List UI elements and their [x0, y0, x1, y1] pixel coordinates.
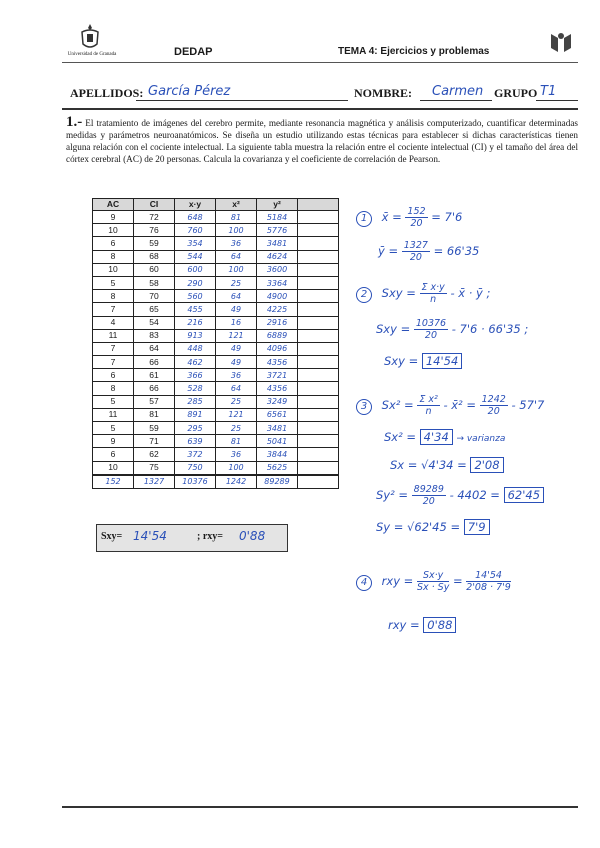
rxy-final-value: 0'88: [423, 617, 456, 633]
table-cell: [298, 448, 339, 461]
table-cell: 455: [175, 303, 216, 316]
table-cell: 36: [216, 237, 257, 250]
table-cell: [298, 356, 339, 369]
table-row: [93, 211, 339, 224]
table-cell: 7: [93, 342, 134, 355]
table-row: [93, 329, 339, 342]
table-cell: [298, 290, 339, 303]
header-y2: y²: [257, 199, 298, 211]
table-cell: [298, 369, 339, 382]
header-xy: x·y: [175, 199, 216, 211]
topic-title: TEMA 4: Ejercicios y problemas: [338, 46, 490, 57]
step2-number: 2: [356, 287, 372, 303]
problem-text: El tratamiento de imágenes del cerebro permite, mediante resonancia magnética y análisis computerizado, cuantificar determinadas medidas y parámetros neuroanatómicos. Se diseña un estudio utilizando estas técnicas para establecer si dichas características tienen alguna relación con el cociente intelectual. La siguiente tabla muestra la relación entre el cociente intelectual (CI) y el tamaño del área del córtex cerebral (AC) de 20 personas. Calcula la covarianza y el coeficiente de correlación de Pearson.: [66, 118, 579, 164]
step3-line2: [384, 430, 505, 444]
total-cell: 1242: [216, 475, 257, 489]
university-logo-icon: [76, 22, 104, 52]
table-cell: [298, 329, 339, 342]
table-row: [93, 422, 339, 435]
rxy-label: ; rxy=: [197, 531, 223, 542]
table-cell: [298, 461, 339, 475]
table-cell: 68: [134, 250, 175, 263]
table-cell: 5625: [257, 461, 298, 475]
table-row: [93, 435, 339, 448]
grupo-underline: [536, 100, 578, 101]
rxy-calc-den: 2'08 · 7'9: [466, 582, 511, 593]
table-cell: 3844: [257, 448, 298, 461]
table-cell: 3481: [257, 237, 298, 250]
table-cell: 639: [175, 435, 216, 448]
sx-final-value: 2'08: [470, 457, 503, 473]
table-cell: 72: [134, 211, 175, 224]
step3-line5: [376, 520, 490, 534]
table-row: [93, 448, 339, 461]
table-cell: [298, 250, 339, 263]
ybar-den: 20: [409, 252, 422, 263]
table-row: [93, 237, 339, 250]
table-cell: 71: [134, 435, 175, 448]
table-cell: [298, 395, 339, 408]
table-cell: 5041: [257, 435, 298, 448]
ybar-lhs: ȳ =: [378, 244, 399, 258]
sxy-calc-rest: - 7'6 · 66'35 ;: [451, 322, 529, 336]
table-cell: 648: [175, 211, 216, 224]
sx2-formula-num: Σ x²: [419, 394, 438, 405]
problem-number: 1.-: [66, 114, 83, 130]
table-cell: 6889: [257, 329, 298, 342]
table-cell: 354: [175, 237, 216, 250]
table-cell: 3721: [257, 369, 298, 382]
grupo-value[interactable]: T1: [540, 84, 557, 99]
table-cell: [298, 224, 339, 237]
rxy-calc-num: 14'54: [466, 570, 511, 582]
step4-line1: [356, 570, 511, 593]
header-ac: AC: [93, 199, 134, 211]
table-cell: 10: [93, 461, 134, 475]
sx2-calc-den: 20: [487, 406, 500, 417]
header-extra: [298, 199, 339, 211]
table-cell: 290: [175, 276, 216, 289]
table-cell: 11: [93, 408, 134, 421]
table-cell: 62: [134, 448, 175, 461]
sy-final-value: 7'9: [464, 519, 490, 535]
table-cell: [298, 422, 339, 435]
table-row: [93, 316, 339, 329]
table-cell: 81: [134, 408, 175, 421]
table-cell: 9: [93, 435, 134, 448]
table-cell: 285: [175, 395, 216, 408]
table-cell: 75: [134, 461, 175, 475]
course-name: DEDAP: [174, 46, 213, 58]
sy2-fraction: [412, 484, 446, 507]
table-cell: 64: [216, 250, 257, 263]
sx2-formula-lhs: Sx² =: [381, 398, 414, 412]
nombre-underline: [420, 100, 492, 101]
sxy-formula-num: Σ x·y: [421, 282, 445, 293]
table-cell: 4096: [257, 342, 298, 355]
step2-line2: [376, 318, 528, 341]
table-row: [93, 408, 339, 421]
header-ci: CI: [134, 199, 175, 211]
total-cell: 1327: [134, 475, 175, 489]
table-cell: 100: [216, 461, 257, 475]
sxy-calc-den: 20: [424, 330, 438, 341]
table-cell: 2916: [257, 316, 298, 329]
sx2-formula-mid: - x̄² =: [443, 398, 476, 412]
table-cell: 6: [93, 448, 134, 461]
table-cell: 60: [134, 263, 175, 276]
table-cell: 4900: [257, 290, 298, 303]
sxy-formula-fraction: [420, 282, 447, 305]
step3-line3: [390, 458, 504, 472]
table-cell: 54: [134, 316, 175, 329]
variance-note: → varianza: [456, 434, 506, 444]
rxy-formula-num: Sx·y: [417, 570, 449, 582]
table-cell: 295: [175, 422, 216, 435]
name-row-rule: [62, 108, 578, 110]
table-row: [93, 250, 339, 263]
table-cell: 600: [175, 263, 216, 276]
table-row: [93, 382, 339, 395]
data-table: [92, 198, 339, 489]
table-cell: 6: [93, 237, 134, 250]
crest-icon: [548, 30, 574, 56]
table-cell: 49: [216, 356, 257, 369]
table-cell: 25: [216, 276, 257, 289]
table-cell: 76: [134, 224, 175, 237]
table-cell: 61: [134, 369, 175, 382]
sy-lhs: Sy = √62'45 =: [376, 520, 461, 534]
results-box: [96, 524, 288, 552]
sx2-final-value: 4'34: [420, 429, 453, 445]
table-cell: 59: [134, 422, 175, 435]
table-cell: [298, 237, 339, 250]
table-row: [93, 290, 339, 303]
table-cell: 5: [93, 395, 134, 408]
sy2-mid: - 4402 =: [449, 488, 500, 502]
total-cell: 89289: [257, 475, 298, 489]
table-cell: 4356: [257, 382, 298, 395]
table-cell: 7: [93, 356, 134, 369]
sx-lhs: Sx = √4'34 =: [390, 458, 467, 472]
step3-number: 3: [356, 399, 372, 415]
table-cell: [298, 276, 339, 289]
apellidos-underline: [136, 100, 348, 101]
table-cell: 49: [216, 303, 257, 316]
table-cell: 59: [134, 237, 175, 250]
rxy-result[interactable]: 0'88: [239, 529, 266, 543]
table-cell: 10: [93, 224, 134, 237]
total-cell: [298, 475, 339, 489]
table-cell: 891: [175, 408, 216, 421]
table-cell: 11: [93, 329, 134, 342]
table-cell: 5: [93, 422, 134, 435]
sx2-calc-num: 1242: [481, 394, 506, 405]
step3-line4: [376, 484, 544, 507]
table-cell: 4624: [257, 250, 298, 263]
table-cell: 448: [175, 342, 216, 355]
table-cell: 81: [216, 211, 257, 224]
sxy-formula-lhs: Sxy =: [381, 286, 416, 300]
sxy-result[interactable]: 14'54: [133, 529, 167, 543]
total-cell: 10376: [175, 475, 216, 489]
table-row: [93, 356, 339, 369]
sxy-calc-fraction: [414, 318, 448, 341]
header-rule: [62, 62, 578, 63]
sxy-label: Sxy=: [101, 531, 123, 542]
rxy-formula-lhs: rxy =: [381, 574, 414, 588]
sx2-calc-rest: - 57'7: [511, 398, 545, 412]
table-cell: [298, 211, 339, 224]
table-row: [93, 276, 339, 289]
table-cell: 462: [175, 356, 216, 369]
ybar-num: 1327: [403, 240, 428, 251]
table-row: [93, 369, 339, 382]
step1-xbar: [356, 206, 462, 229]
sy2-lhs: Sy² =: [376, 488, 409, 502]
step2-line1: [356, 282, 490, 305]
table-cell: 25: [216, 422, 257, 435]
rxy-formula-den: Sx · Sy: [416, 582, 450, 593]
sx2-formula-fraction: [417, 394, 439, 417]
table-row: [93, 395, 339, 408]
table-cell: 121: [216, 408, 257, 421]
table-cell: 5776: [257, 224, 298, 237]
table-cell: 100: [216, 224, 257, 237]
table-cell: 8: [93, 250, 134, 263]
table-cell: 5184: [257, 211, 298, 224]
table-cell: 528: [175, 382, 216, 395]
table-cell: 750: [175, 461, 216, 475]
rxy-final-lhs: rxy =: [388, 618, 420, 632]
rxy-formula-mid: =: [452, 574, 463, 588]
table-cell: 760: [175, 224, 216, 237]
table-cell: 8: [93, 382, 134, 395]
table-cell: 57: [134, 395, 175, 408]
table-cell: 81: [216, 435, 257, 448]
table-cell: 64: [216, 382, 257, 395]
header-x2: x²: [216, 199, 257, 211]
sxy-calc-lhs: Sxy =: [376, 322, 411, 336]
table-cell: 3364: [257, 276, 298, 289]
sxy-formula-den: n: [430, 294, 437, 305]
xbar-den: 20: [410, 218, 423, 229]
table-cell: 58: [134, 276, 175, 289]
step2-line3: [384, 354, 462, 368]
nombre-label: NOMBRE:: [354, 86, 412, 100]
table-cell: 4225: [257, 303, 298, 316]
table-cell: [298, 303, 339, 316]
table-cell: 3249: [257, 395, 298, 408]
step4-number: 4: [356, 575, 372, 591]
table-cell: 4356: [257, 356, 298, 369]
table-cell: [298, 263, 339, 276]
step1-ybar: [378, 240, 479, 263]
sy2-final-value: 62'45: [504, 487, 544, 503]
step1-number: 1: [356, 211, 372, 227]
footer-rule: [62, 806, 578, 808]
table-cell: 372: [175, 448, 216, 461]
xbar-fraction: [405, 206, 427, 229]
table-cell: 66: [134, 382, 175, 395]
table-row: [93, 303, 339, 316]
table-cell: 366: [175, 369, 216, 382]
table-cell: 6: [93, 369, 134, 382]
problem-statement: [66, 116, 578, 165]
table-cell: 66: [134, 356, 175, 369]
step3-line1: [356, 394, 544, 417]
table-cell: 65: [134, 303, 175, 316]
xbar-num: 152: [407, 206, 426, 217]
table-cell: [298, 342, 339, 355]
table-cell: 64: [216, 290, 257, 303]
table-cell: [298, 408, 339, 421]
table-cell: 9: [93, 211, 134, 224]
table-cell: 8: [93, 290, 134, 303]
table-cell: [298, 316, 339, 329]
table-row: [93, 224, 339, 237]
sxy-final-lhs: Sxy =: [384, 354, 419, 368]
step4-line2: [388, 618, 456, 632]
table-row: [93, 263, 339, 276]
table-cell: 3600: [257, 263, 298, 276]
university-name: Universidad de Granada: [67, 52, 117, 57]
rxy-calc-fraction: [466, 570, 511, 593]
sx2-final-lhs: Sx² =: [384, 430, 417, 444]
table-cell: 70: [134, 290, 175, 303]
table-totals-row: [93, 475, 339, 489]
table-cell: 560: [175, 290, 216, 303]
table-cell: 544: [175, 250, 216, 263]
table-header-row: [93, 199, 339, 211]
xbar-lhs: x̄ =: [381, 210, 402, 224]
table-cell: [298, 435, 339, 448]
nombre-value[interactable]: Carmen: [432, 84, 484, 99]
sy2-den: 20: [422, 496, 435, 507]
table-cell: 10: [93, 263, 134, 276]
table-cell: 121: [216, 329, 257, 342]
sxy-final-value: 14'54: [422, 353, 462, 369]
apellidos-label: APELLIDOS:: [70, 86, 144, 100]
table-cell: 4: [93, 316, 134, 329]
sx2-calc-fraction: [480, 394, 508, 417]
table-row: [93, 461, 339, 475]
table-cell: [298, 382, 339, 395]
sxy-formula-rest: - x̄ · ȳ ;: [450, 286, 491, 300]
sy2-num: 89289: [413, 484, 444, 495]
table-cell: 83: [134, 329, 175, 342]
rxy-formula-fraction: [417, 570, 449, 593]
sx2-formula-den: n: [425, 406, 432, 417]
table-cell: 913: [175, 329, 216, 342]
sxy-calc-num: 10376: [415, 318, 447, 329]
table-row: [93, 342, 339, 355]
table-cell: 64: [134, 342, 175, 355]
grupo-label: GRUPO: [494, 86, 538, 100]
table-cell: 36: [216, 448, 257, 461]
table-cell: 3481: [257, 422, 298, 435]
total-cell: 152: [93, 475, 134, 489]
apellidos-value[interactable]: García Pérez: [148, 84, 231, 99]
ybar-fraction: [402, 240, 430, 263]
table-cell: 36: [216, 369, 257, 382]
table-cell: 16: [216, 316, 257, 329]
ybar-result: = 66'35: [433, 244, 480, 258]
xbar-result: = 7'6: [431, 210, 463, 224]
table-cell: 5: [93, 276, 134, 289]
table-cell: 216: [175, 316, 216, 329]
table-cell: 49: [216, 342, 257, 355]
table-cell: 7: [93, 303, 134, 316]
table-cell: 100: [216, 263, 257, 276]
table-cell: 25: [216, 395, 257, 408]
table-cell: 6561: [257, 408, 298, 421]
